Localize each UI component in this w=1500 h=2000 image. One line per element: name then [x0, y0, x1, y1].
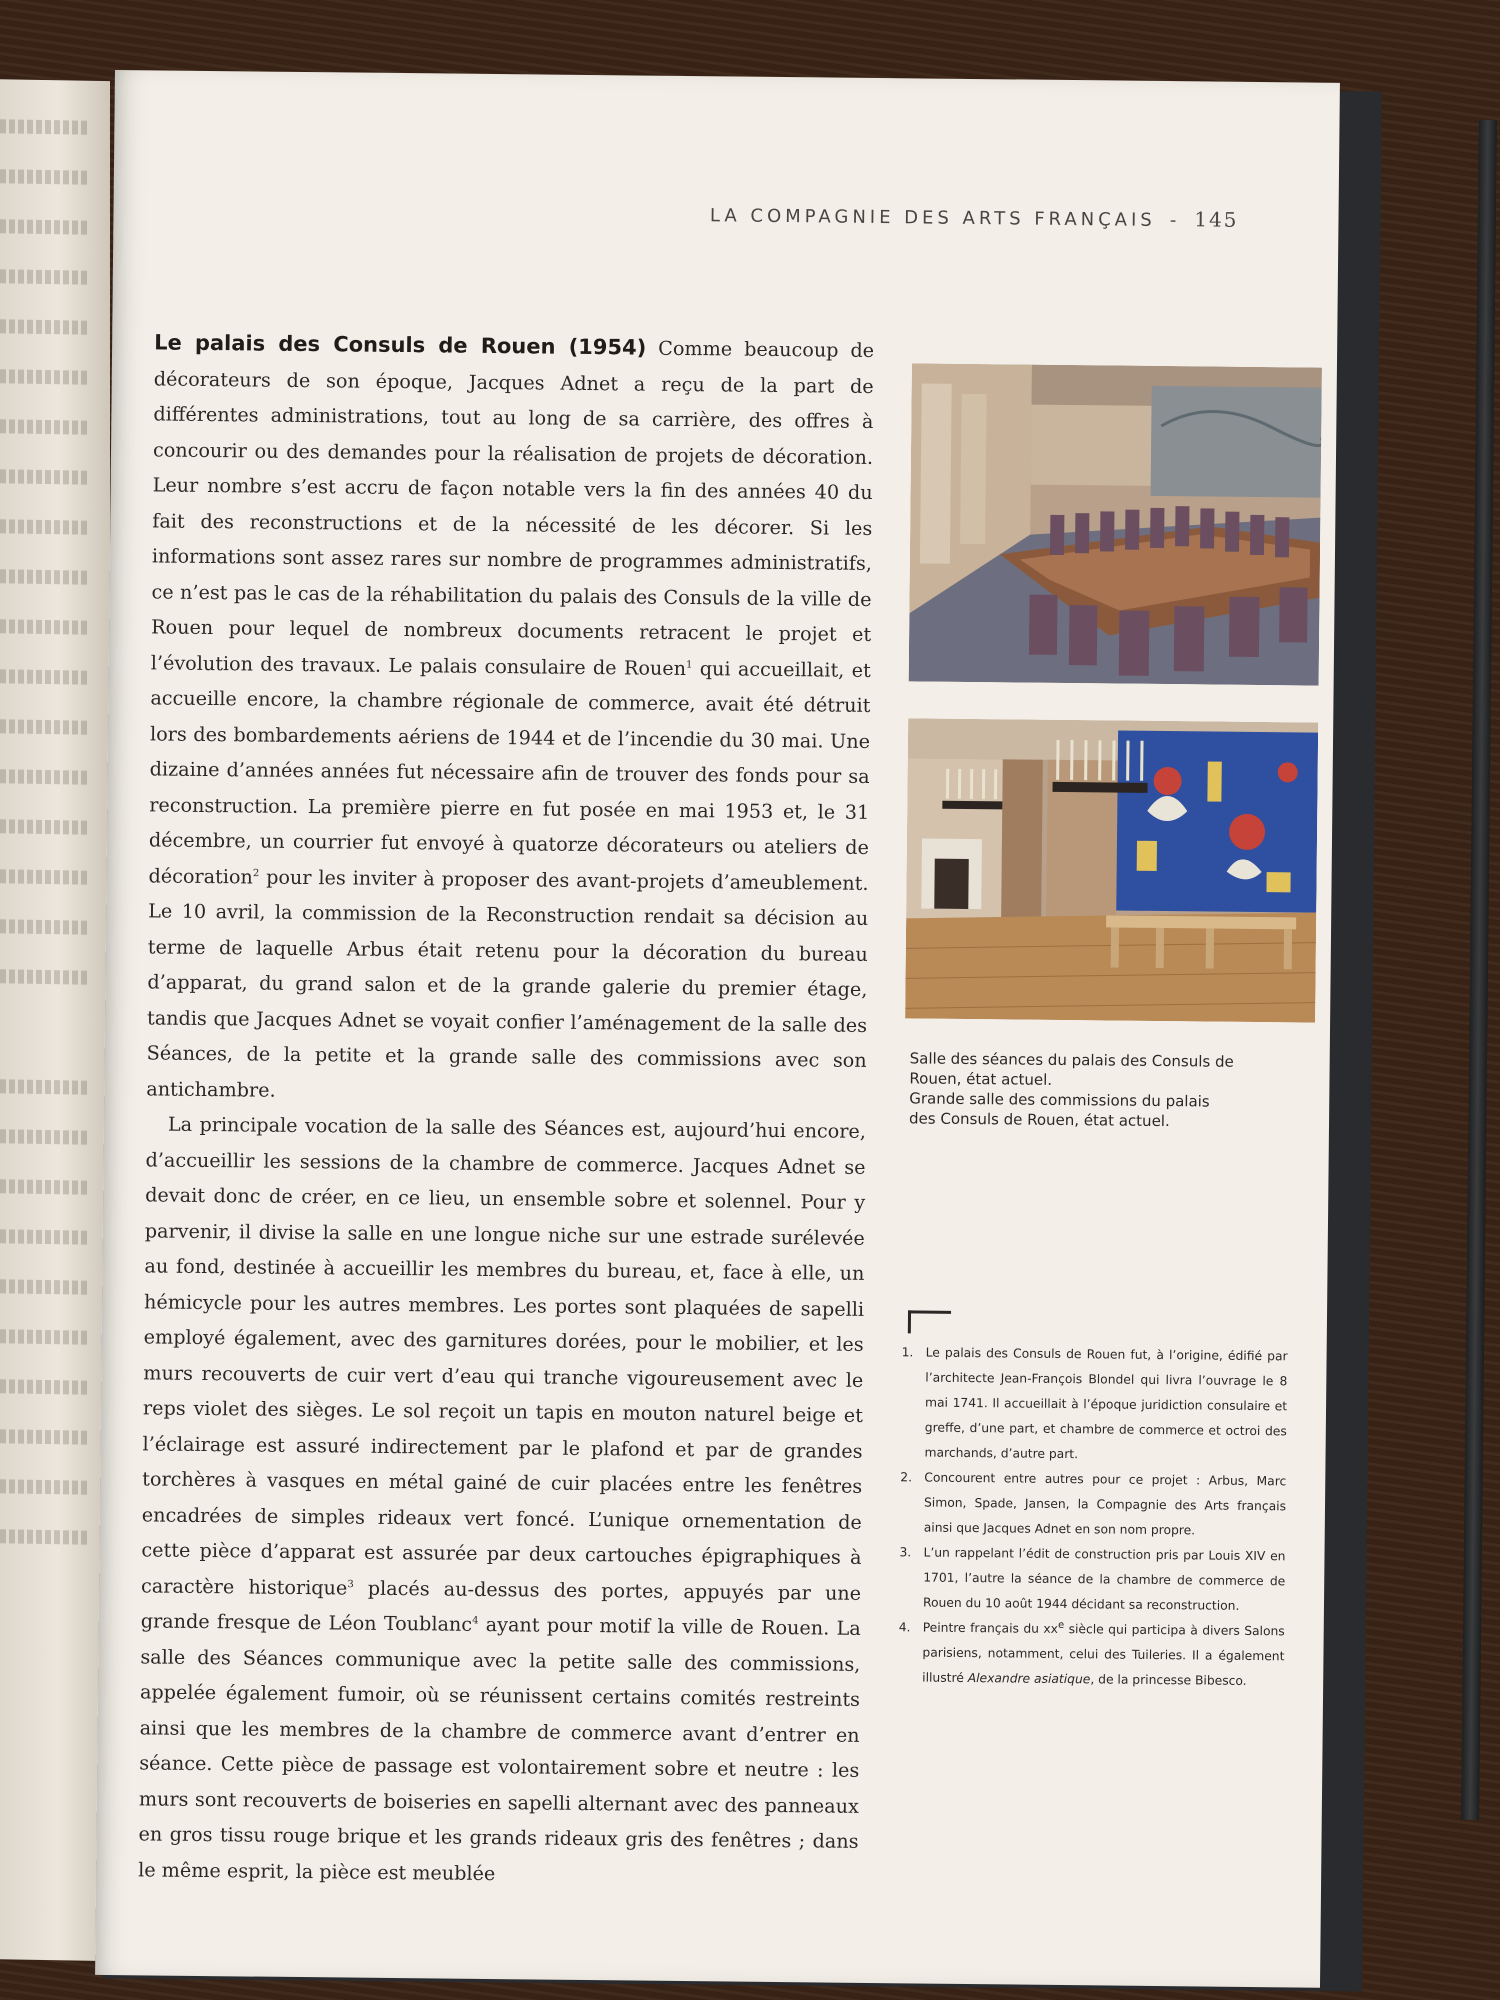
paragraph-1-text-a: Comme beaucoup de décorateurs de son époque, Jacques Adnet a reçu de la part de différentes administrations, tout au long de sa carrière, des offres à concourir ou des demandes pour la réalisation de projets de décoration. Leur nombre s’est accru de façon notable vers la fin des années 40 du fait des reconstructions et de la nécessité de les décorer. Si les informations sont assez rares sur nombre de programmes administratifs, ce n’est pas le cas de la réhabilitation du palais des Consuls de la ville de Rouen pour lequel de nombreux documents retracent le projet et l’évolution des travaux. Le palais consulaire de Rouen	[150, 336, 875, 680]
footnote-4	[898, 1615, 1285, 1694]
caption-1: Salle des séances du palais des Consuls de Rouen, état actuel.	[909, 1049, 1234, 1089]
book-page	[95, 70, 1340, 1988]
photo-captions	[909, 1048, 1240, 1131]
footnote-text	[922, 1616, 1285, 1695]
footnote-2	[900, 1465, 1287, 1544]
footnote-3	[899, 1540, 1286, 1619]
footnote-4-text-c: , de la princesse Bibesco.	[1090, 1672, 1247, 1688]
footnote-4-text-b: siècle qui participa à divers Salons parisiens, notamment, celui des Tuileries. Il a également illustré	[922, 1622, 1285, 1686]
footnote-text: Concourent entre autres pour ce projet : Arbus, Marc Simon, Spade, Jansen, la Compagnie des Arts français ainsi que Jacques Adnet en son nom propre.	[923, 1470, 1287, 1538]
paragraph-1-text-c: pour les inviter à proposer des avant-projets d’ameublement. Le 10 avril, la commission de la Reconstruction rendait sa décision au terme de laquelle Arbus était retenu pour la décoration du bureau d’apparat, du grand salon et de la grande galerie du premier étage, tandis que Jacques Adnet se voyait confier l’aménagement de la salle des Séances, de la petite et la grande salle des commissions avec son antichambre.	[146, 865, 869, 1102]
footnote-number: 2.	[900, 1470, 913, 1485]
footnote-ref-4: 4	[472, 1615, 479, 1627]
facing-page-edge	[0, 79, 110, 1961]
section-heading: Le palais des Consuls de Rouen (1954)	[154, 330, 647, 360]
footnote-4-text-a: Peintre français du xx	[922, 1620, 1059, 1636]
paragraph-2-text-b: placés au-dessus des portes, appuyés par une grande fresque de Léon Toublanc	[140, 1576, 862, 1636]
footnote-ref-1: 1	[686, 659, 693, 671]
footnote-number: 4.	[898, 1620, 911, 1635]
footnote-number: 1.	[901, 1345, 914, 1360]
photo-grande-salle-des-commissions	[905, 718, 1318, 1022]
footnote-text: Le palais des Consuls de Rouen fut, à l’origine, édifié par l’architecte Jean-François Blondel qui livra l’ouvrage le 8 mai 1741. Il accueillait à l’époque juridiction consulaire et greffe, d’une part, et chambre de commerce et octroi des marchands, d’autre part.	[924, 1345, 1288, 1462]
footnote-ref-3: 3	[347, 1578, 354, 1590]
running-head	[710, 202, 1239, 232]
running-head-separator: -	[1169, 210, 1181, 232]
footnote-4-superscript: e	[1057, 1619, 1065, 1631]
photo-salle-des-seances	[909, 363, 1322, 685]
page-number: 145	[1194, 207, 1239, 232]
footnote-ref-2: 2	[252, 867, 260, 879]
paragraph-2-text-c: ayant pour motif la ville de Rouen. La salle des Séances communique avec la petite salle des commissions, appelée également fumoir, où se réunissent certains comités restreints ainsi que les membres de la chambre de commerce avant d’entrer en séance. Cette pièce de passage est volontairement sobre et neutre : les murs sont recouverts de boiseries en sapelli alternant avec des panneaux en gros tissu rouge brique et les grands rideaux gris des fenêtres ; dans le même esprit, la pièce est meublée	[138, 1612, 861, 1885]
running-head-title: LA COMPAGNIE DES ARTS FRANÇAIS	[709, 205, 1156, 231]
footnote-number: 3.	[899, 1545, 912, 1560]
paragraph-1	[146, 325, 874, 1113]
footnote-text: L’un rappelant l’édit de construction pris par Louis XIV en 1701, l’autre la séance de la chambre de commerce de Rouen du 10 août 1944 décidant sa reconstruction.	[922, 1545, 1286, 1613]
book-cover-edge	[1461, 120, 1497, 1820]
footnote-1	[900, 1340, 1287, 1469]
paragraph-1-text-b: qui accueillait, et accueille encore, la chambre régionale de commerce, avait été détruit lors des bombardements aériens de 1944 et de l’incendie du 30 mai. Une dizaine d’années années fut nécessaire afin de trouver des fonds pour sa reconstruction. La première pierre en fut posée en mai 1953 et, le 31 décembre, un courrier fut envoyé à quatorze décorateurs ou ateliers de décoration	[148, 656, 871, 888]
book-title: Alexandre asiatique	[967, 1671, 1091, 1687]
paragraph-2-text-a: La principale vocation de la salle des Séances est, aujourd’hui encore, d’accueillir les sessions de la chambre de commerce. Jacques Adnet se devait donc de créer, en ce lieu, un ensemble sobre et solennel. Pour y parvenir, il divise la salle en une longue niche sur une estrade surélevée au fond, destinée à accueillir les membres du bureau, et, face à elle, un hémicycle pour les autres membres. Les portes sont plaquées de sapelli employé également, avec des garnitures dorées, pour le mobilier, et les murs recouverts de cuir vert d’eau qui tranche vigoureusement avec le reps violet des sièges. Le sol reçoit un tapis en mouton naturel beige et l’éclairage est assuré indirectement par le plafond et par de grandes torchères à vasques en métal gainé de cuir placées entre les fenêtres encadrées de simples rideaux vert foncé. L’unique ornementation de cette pièce d’apparat est assurée par deux cartouches épigraphiques à caractère historique	[141, 1112, 867, 1600]
notes-corner-mark	[908, 1310, 951, 1333]
main-text-column	[138, 325, 874, 1894]
footnotes	[898, 1340, 1288, 1694]
caption-2: Grande salle des commissions du palais des Consuls de Rouen, état actuel.	[908, 1089, 1210, 1131]
paragraph-2	[138, 1106, 866, 1894]
